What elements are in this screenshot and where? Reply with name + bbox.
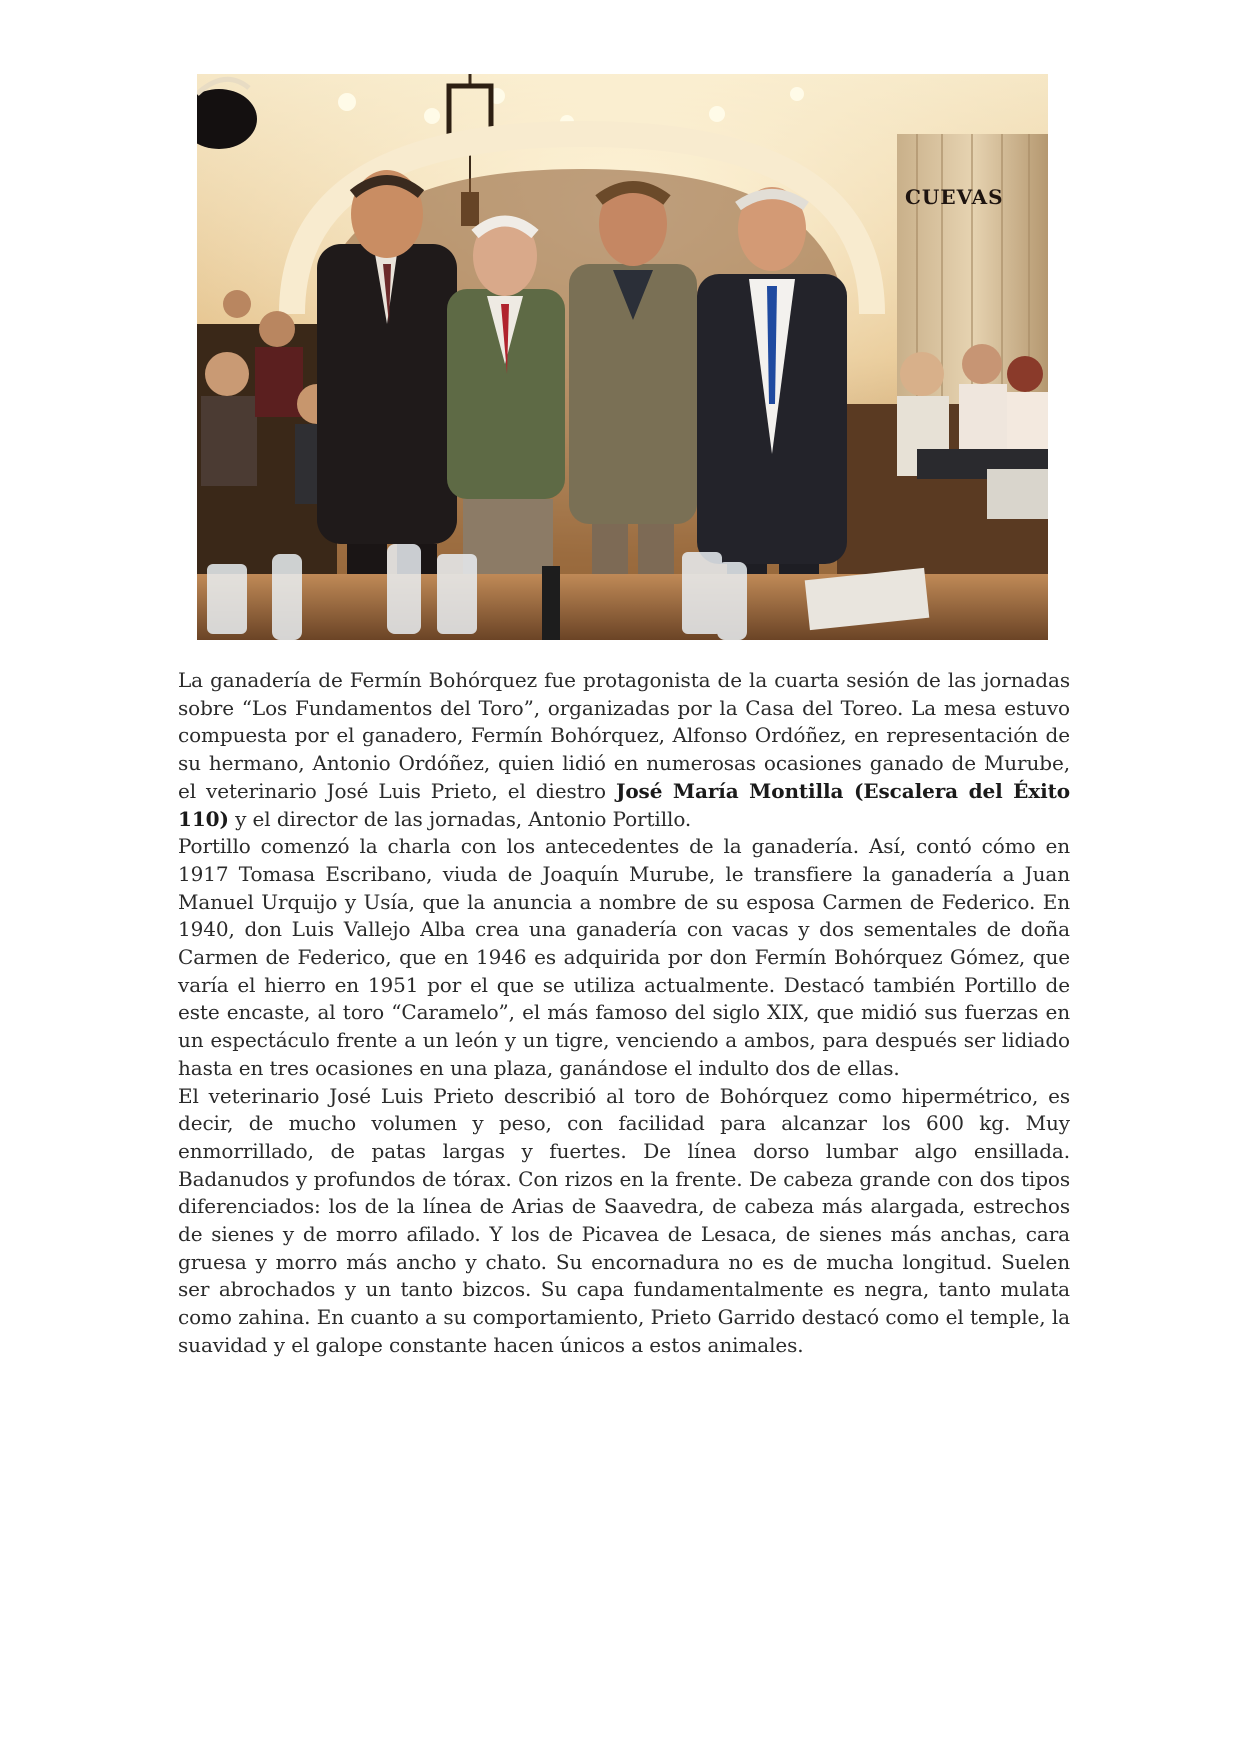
head-table (197, 568, 1048, 640)
article-body (178, 667, 1070, 1360)
paragraph-1-tail: y el director de las jornadas, Antonio Portillo. (235, 806, 692, 831)
photo-illustration (197, 74, 1048, 640)
event-photo (197, 74, 1048, 640)
paragraph-2: Portillo comenzó la charla con los antecedentes de la ganadería. Así, contó cómo en 1917 Tomasa Escribano, viuda de Joaquín Murube, le transfiere la ganadería a Juan Manuel Urquijo y Usía, que la anuncia a nombre de su esposa Carmen de Federico. En 1940, don Luis Vallejo Alba crea una ganadería con vacas y dos sementales de doña Carmen de Federico, que en 1946 es adquirida por don Fermín Bohórquez Gómez, que varía el hierro en 1951 por el que se utiliza actualmente. Destacó también Portillo de este encaste, al toro “Caramelo”, el más famoso del siglo XIX, que midió sus fuerzas en un espectáculo frente a un león y un tigre, venciendo a ambos, para después ser lidiado hasta en tres ocasiones en una plaza, ganándose el indulto dos de ellas. (178, 834, 1070, 1080)
paragraph-1 (178, 667, 1070, 833)
paragraph-3: El veterinario José Luis Prieto describió al toro de Bohórquez como hipermétrico, es decir, de mucho volumen y peso, con facilidad para alcanzar los 600 kg. Muy enmorrillado, de patas largas y fuertes. De línea dorso lumbar algo ensillada. Badanudos y profundos de tórax. Con rizos en la frente. De cabeza grande con dos tipos diferenciados: los de la línea de Arias de Saavedra, de cabeza más alargada, estrechos de sienes y de morro afilado. Y los de Picavea de Lesaca, de sienes más anchas, cara gruesa y morro más ancho y chato. Su encornadura no es de mucha longitud. Suelen ser abrochados y un tanto bizcos. Su capa fundamentalmente es negra, tanto mulata como zahina. En cuanto a su comportamiento, Prieto Garrido destacó como el temple, la suavidad y el galope constante hacen únicos a estos animales. (178, 1083, 1070, 1357)
paragraph-1-bold: José María Montilla (Escalera del Éxito 110) (178, 778, 1070, 831)
paragraph-1-text: La ganadería de Fermín Bohórquez fue protagonista de la cuarta sesión de las jornadas sobre “Los Fundamentos del Toro”, organizadas por la Casa del Toreo. La mesa estuvo compuesta por el ganadero, Fermín Bohórquez, Alfonso Ordóñez, en representación de su hermano, Antonio Ordóñez, quien lidió en numerosas ocasiones ganado de Murube, el veterinario José Luis Prieto, el diestro (178, 668, 1070, 803)
photo-watermark: CUEVAS (905, 185, 1004, 209)
